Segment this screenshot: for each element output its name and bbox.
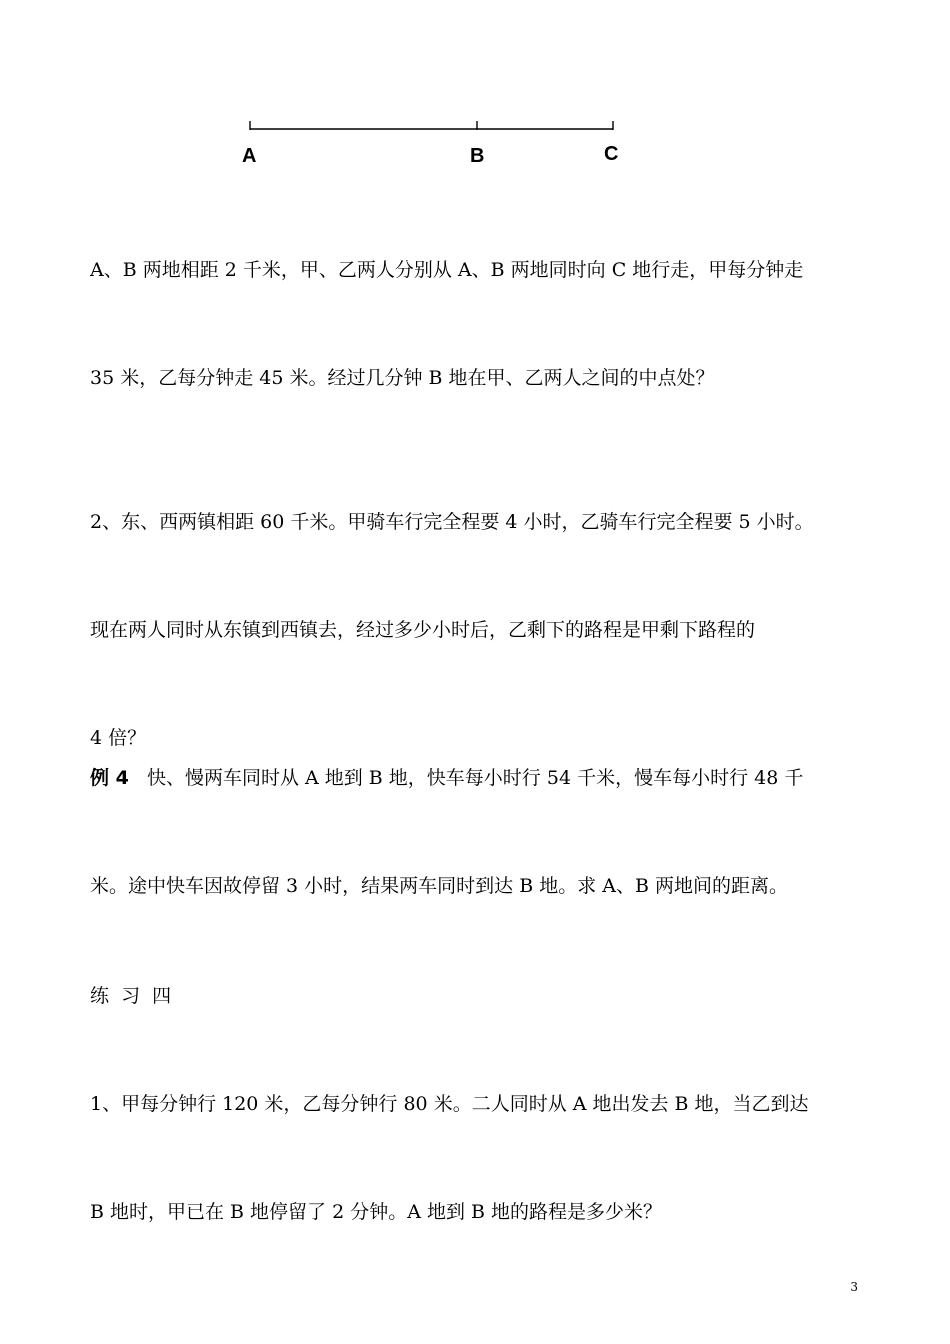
- example-4-text-1: 快、慢两车同时从 A 地到 B 地，快车每小时行 54 千米，慢车每小时行 48 千: [146, 767, 804, 789]
- problem-2-line-2: 现在两人同时从东镇到西镇去，经过多少小时后，乙剩下的路程是甲剩下路程的: [90, 619, 756, 641]
- problem-intro-line-2: 35 米，乙每分钟走 45 米。经过几分钟 B 地在甲、乙两人之间的中点处？: [90, 367, 715, 389]
- exercise-4: [90, 906, 880, 1266]
- point-label-c: C: [604, 143, 619, 165]
- problem-intro: [90, 180, 880, 432]
- example-4-label: 例 4: [90, 767, 129, 789]
- exercise-4-heading: 练 习 四: [90, 985, 172, 1007]
- example-4: [90, 688, 880, 940]
- point-label-b: B: [470, 145, 485, 167]
- problem-2-line-1: 2、东、西两镇相距 60 千米。甲骑车行完全程要 4 小时，乙骑车行完全程要 5 小时。: [90, 511, 814, 533]
- problem-2-line-3: 4 倍？: [90, 727, 147, 749]
- problem-intro-line-1: A、B 两地相距 2 千米，甲、乙两人分别从 A、B 两地同时向 C 地行走，甲每分钟走: [90, 259, 804, 281]
- diagram-svg: [240, 112, 630, 172]
- point-label-a: A: [242, 145, 257, 167]
- example-4-line-2: 米。途中快车因故停留 3 小时，结果两车同时到达 B 地。求 A、B 两地间的距离。: [90, 875, 788, 897]
- example-4-line-1: [90, 760, 880, 796]
- exercise-4-line-2: B 地时，甲已在 B 地停留了 2 分钟。A 地到 B 地的路程是多少米？: [90, 1201, 663, 1223]
- page-number: 3: [850, 1280, 858, 1294]
- exercise-4-line-1: 1、甲每分钟行 120 米，乙每分钟行 80 米。二人同时从 A 地出发去 B 地，当乙到达: [90, 1093, 809, 1115]
- line-segment-diagram: [240, 112, 630, 172]
